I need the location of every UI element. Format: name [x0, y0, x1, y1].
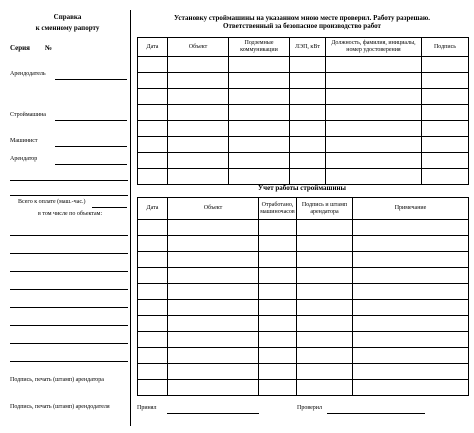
work-row[interactable] — [138, 220, 469, 236]
work-header-cell: Отработано, машиночасов — [259, 198, 297, 220]
work-row[interactable] — [138, 316, 469, 332]
install-row[interactable] — [138, 137, 469, 153]
checked-label: Проверил — [297, 405, 322, 411]
install-header-cell: Должность, фамилия, инициалы, номер удостоверения — [326, 38, 422, 57]
install-header-cell: Подпись — [422, 38, 469, 57]
install-row[interactable] — [138, 89, 469, 105]
work-header-cell: Подпись и штамп арендатора — [297, 198, 353, 220]
work-row[interactable] — [138, 236, 469, 252]
work-row[interactable] — [138, 300, 469, 316]
work-title: Учет работы строймашины — [258, 184, 346, 192]
lessor-label: Арендодатель — [10, 71, 46, 77]
install-header-cell: Объект — [168, 38, 229, 57]
work-row[interactable] — [138, 284, 469, 300]
install-row[interactable] — [138, 57, 469, 73]
machine-field[interactable] — [55, 120, 127, 121]
work-header-cell: Объект — [168, 198, 259, 220]
stub-title-line1: Справка — [53, 13, 82, 21]
objects-label: в том числе по объектам: — [38, 211, 103, 217]
objects-row[interactable] — [10, 325, 128, 326]
objects-row[interactable] — [10, 343, 128, 344]
install-row[interactable] — [138, 169, 469, 185]
lessor-signature-label: Подпись, печать (штамп) арендодателя — [10, 404, 110, 410]
objects-row[interactable] — [10, 307, 128, 308]
work-row[interactable] — [138, 252, 469, 268]
lessor-field[interactable] — [55, 79, 127, 80]
install-row[interactable] — [138, 153, 469, 169]
objects-row[interactable] — [10, 361, 128, 362]
install-header-cell: ЛЭП, кВт — [290, 38, 326, 57]
work-row[interactable] — [138, 268, 469, 284]
objects-row[interactable] — [10, 289, 128, 290]
lessee-signature-label: Подпись, печать (штамп) арендатора — [10, 377, 104, 383]
accepted-field[interactable] — [167, 413, 259, 414]
install-header-row — [138, 38, 469, 57]
objects-row[interactable] — [10, 235, 128, 236]
operator-label: Машинист — [10, 138, 38, 144]
operator-field[interactable] — [55, 146, 127, 147]
checked-field[interactable] — [327, 413, 425, 414]
install-title — [137, 14, 467, 30]
install-row[interactable] — [138, 105, 469, 121]
stub-title-line2: к сменному рапорту — [35, 24, 100, 32]
machine-label: Строймашина — [10, 112, 46, 118]
install-title-line2: Ответственный за безопасное производство работ — [223, 22, 381, 30]
work-header-cell: Дата — [138, 198, 168, 220]
lessee-label: Арендатор — [10, 156, 38, 162]
install-header-cell: Подземные коммуникации — [229, 38, 290, 57]
work-row[interactable] — [138, 380, 469, 396]
payment-field[interactable] — [92, 207, 127, 208]
stub-divider — [10, 180, 128, 181]
lessee-field[interactable] — [55, 164, 127, 165]
work-row[interactable] — [138, 348, 469, 364]
install-row[interactable] — [138, 121, 469, 137]
work-row[interactable] — [138, 332, 469, 348]
number-label: № — [45, 44, 53, 52]
work-row[interactable] — [138, 364, 469, 380]
accepted-label: Принял — [137, 405, 157, 411]
install-title-line1: Установку строймашины на указанном мною месте проверил. Работу разрешаю. — [174, 14, 430, 22]
stub-separator — [130, 10, 131, 426]
install-table — [137, 37, 469, 185]
stub-title — [20, 13, 115, 32]
payment-label: Всего к оплате (маш.-час.) — [18, 199, 86, 205]
stub-divider — [10, 195, 128, 196]
install-header-cell: Дата — [138, 38, 168, 57]
install-row[interactable] — [138, 73, 469, 89]
work-table — [137, 197, 469, 396]
objects-row[interactable] — [10, 271, 128, 272]
objects-row[interactable] — [10, 253, 128, 254]
work-header-cell: Примечание — [353, 198, 469, 220]
series-label: Серия — [10, 44, 30, 52]
work-header-row — [138, 198, 469, 220]
